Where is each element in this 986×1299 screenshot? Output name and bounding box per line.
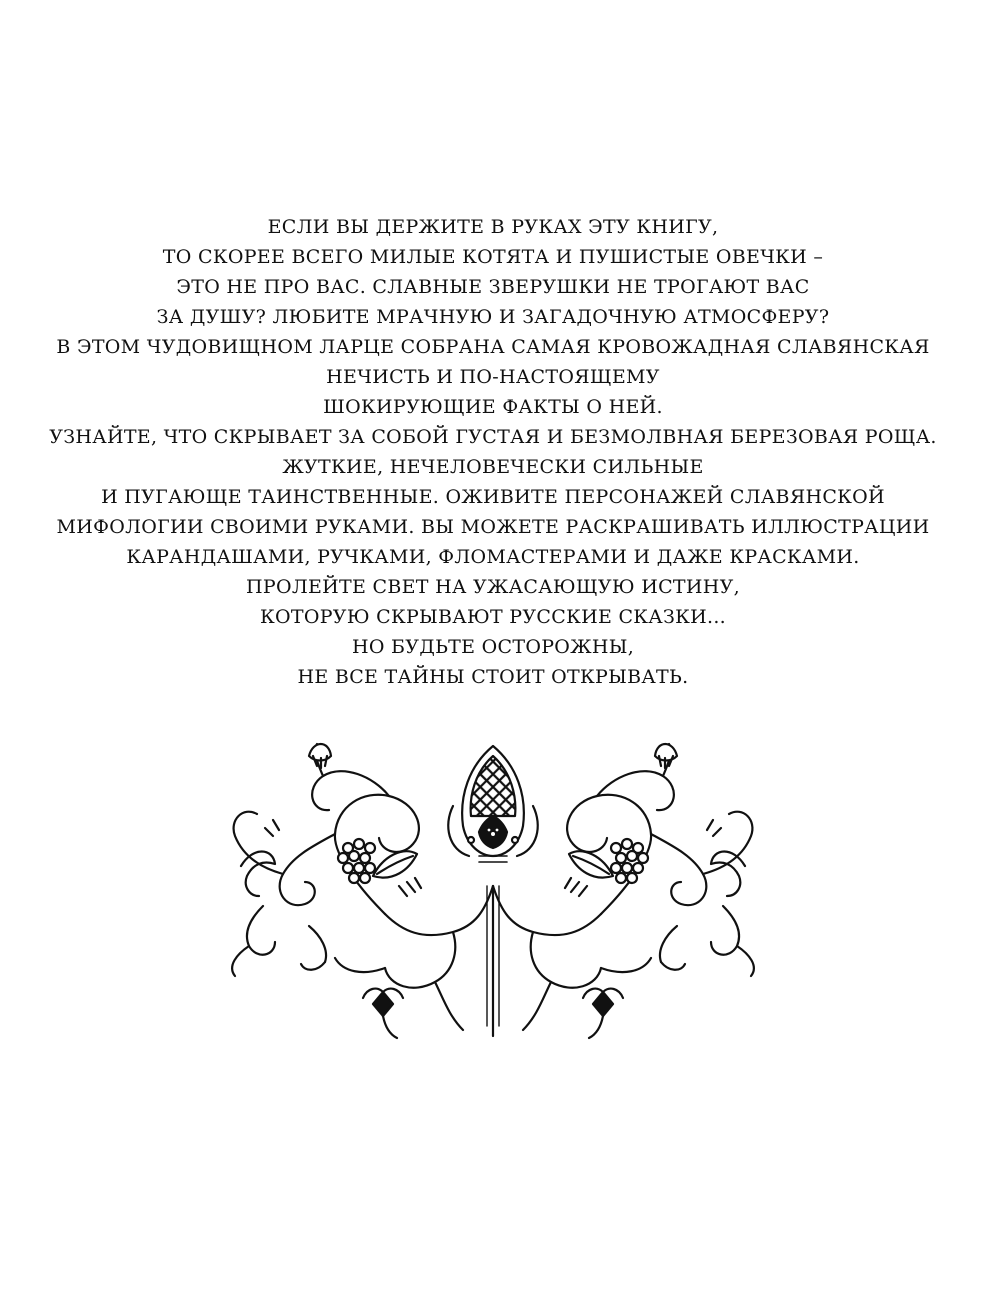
ornament-right-half [493, 744, 754, 1038]
text-line: НЕ ВСЕ ТАЙНЫ СТОИТ ОТКРЫВАТЬ. [297, 666, 689, 688]
text-line: ЕСЛИ ВЫ ДЕРЖИТЕ В РУКАХ ЭТУ КНИГУ, [267, 216, 719, 238]
floral-ornament-icon [213, 736, 773, 1046]
text-line: ПРОЛЕЙТЕ СВЕТ НА УЖАСАЮЩУЮ ИСТИНУ, [246, 576, 740, 598]
text-line: ЭТО НЕ ПРО ВАС. СЛАВНЫЕ ЗВЕРУШКИ НЕ ТРОГАЮТ ВАС [176, 276, 810, 298]
intro-text [0, 212, 986, 692]
text-line: И ПУГАЮЩЕ ТАИНСТВЕННЫЕ. ОЖИВИТЕ ПЕРСОНАЖЕЙ СЛАВЯНСКОЙ [101, 486, 885, 508]
text-line: КОТОРУЮ СКРЫВАЮТ РУССКИЕ СКАЗКИ... [259, 606, 727, 628]
text-line: МИФОЛОГИИ СВОИМИ РУКАМИ. ВЫ МОЖЕТЕ РАСКРАШИВАТЬ ИЛЛЮСТРАЦИИ [56, 516, 930, 538]
text-line: ЗА ДУШУ? ЛЮБИТЕ МРАЧНУЮ И ЗАГАДОЧНУЮ АТМОСФЕРУ? [156, 306, 830, 328]
text-line: ЖУТКИЕ, НЕЧЕЛОВЕЧЕСКИ СИЛЬНЫЕ [282, 456, 704, 478]
text-line: КАРАНДАШАМИ, РУЧКАМИ, ФЛОМАСТЕРАМИ И ДАЖЕ КРАСКАМИ. [126, 546, 860, 568]
ornament-left-half [232, 744, 493, 1038]
text-line: НЕЧИСТЬ И ПО-НАСТОЯЩЕМУ [326, 366, 660, 388]
text-line: В ЭТОМ ЧУДОВИЩНОМ ЛАРЦЕ СОБРАНА САМАЯ КРОВОЖАДНАЯ СЛАВЯНСКАЯ [56, 336, 930, 358]
text-line: УЗНАЙТЕ, ЧТО СКРЫВАЕТ ЗА СОБОЙ ГУСТАЯ И БЕЗМОЛВНАЯ БЕРЕЗОВАЯ РОЩА. [49, 426, 937, 448]
text-line: НО БУДЬТЕ ОСТОРОЖНЫ, [351, 636, 635, 658]
text-line: ТО СКОРЕЕ ВСЕГО МИЛЫЕ КОТЯТА И ПУШИСТЫЕ ОВЕЧКИ – [162, 246, 824, 268]
text-line: ШОКИРУЮЩИЕ ФАКТЫ О НЕЙ. [323, 396, 663, 418]
